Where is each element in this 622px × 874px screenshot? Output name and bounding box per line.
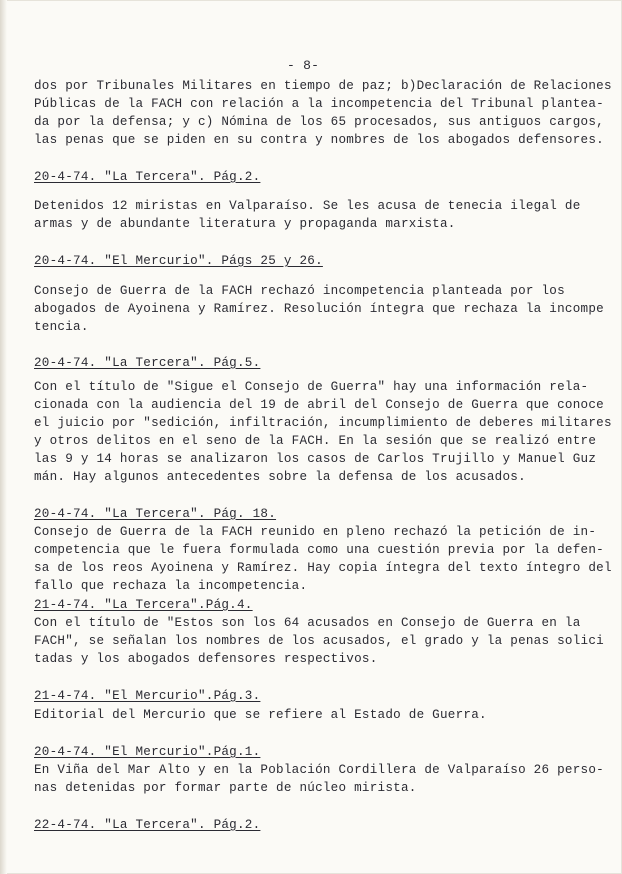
entry-heading: 20-4-74. "El Mercurio".Pág.1. [34, 745, 261, 759]
text-line: cionada con la audiencia del 19 de abril del Consejo de Guerra que conoce [34, 398, 604, 412]
text-line: En Viña del Mar Alto y en la Población Cordillera de Valparaíso 26 perso- [34, 763, 604, 777]
page-number: - 8- [287, 58, 320, 73]
text-line: Consejo de Guerra de la FACH reunido en pleno rechazó la petición de in- [34, 525, 597, 539]
text-line: las penas que se piden en su contra y nombres de los abogados defensores. [34, 133, 604, 147]
text-line: y otros delitos en el seno de la FACH. En la sesión que se realizó entre [34, 434, 597, 448]
text-line: dos por Tribunales Militares en tiempo de paz; b)Declaración de Relaciones [34, 79, 612, 93]
text-line: tencia. [34, 320, 89, 334]
text-line: armas y de abundante literatura y propaganda marxista. [34, 217, 456, 231]
text-line: tadas y los abogados defensores respectivos. [34, 652, 378, 666]
text-line: el juicio por "sedición, infiltración, incumplimiento de deberes militares [34, 416, 612, 430]
text-line: da por la defensa; y c) Nómina de los 65 procesados, sus antiguos cargos, [34, 115, 604, 129]
text-line: competencia que le fuera formulada como una cuestión previa por la defen- [34, 543, 604, 557]
entry-heading: 20-4-74. "La Tercera". Pág.5. [34, 356, 261, 370]
entry-heading: 21-4-74. "El Mercurio".Pág.3. [34, 689, 261, 703]
text-line: sa de los reos Ayoinena y Ramírez. Hay copia íntegra del texto íntegro del [34, 561, 612, 575]
entry-heading: 20-4-74. "La Tercera". Pág. 18. [34, 507, 277, 521]
text-line: fallo que rechaza la incompetencia. [34, 579, 308, 593]
text-line: abogados de Ayoinena y Ramírez. Resolución íntegra que rechaza la incompe [34, 302, 604, 316]
text-line: Editorial del Mercurio que se refiere al Estado de Guerra. [34, 708, 487, 722]
text-line: mán. Hay algunos antecedentes sobre la defensa de los acusados. [34, 470, 526, 484]
text-line: las 9 y 14 horas se analizaron los casos de Carlos Trujillo y Manuel Guz [34, 452, 597, 466]
entry-heading: 21-4-74. "La Tercera".Pág.4. [34, 598, 253, 612]
text-line: Con el título de "Sigue el Consejo de Guerra" hay una información rela- [34, 380, 589, 394]
text-line: Detenidos 12 miristas en Valparaíso. Se les acusa de tenecia ilegal de [34, 199, 581, 213]
text-line: Públicas de la FACH con relación a la incompetencia del Tribunal plantea- [34, 97, 604, 111]
text-line: Consejo de Guerra de la FACH rechazó incompetencia planteada por los [34, 284, 565, 298]
entry-heading: 20-4-74. "El Mercurio". Págs 25 y 26. [34, 254, 323, 268]
text-line: Con el título de "Estos son los 64 acusados en Consejo de Guerra en la [34, 616, 581, 630]
entry-heading: 22-4-74. "La Tercera". Pág.2. [34, 818, 261, 832]
entry-heading: 20-4-74. "La Tercera". Pág.2. [34, 170, 261, 184]
text-line: nas detenidas por formar parte de núcleo mirista. [34, 781, 417, 795]
text-line: FACH", se señalan los nombres de los acusados, el grado y la penas solici [34, 634, 604, 648]
scan-edge [0, 0, 7, 874]
